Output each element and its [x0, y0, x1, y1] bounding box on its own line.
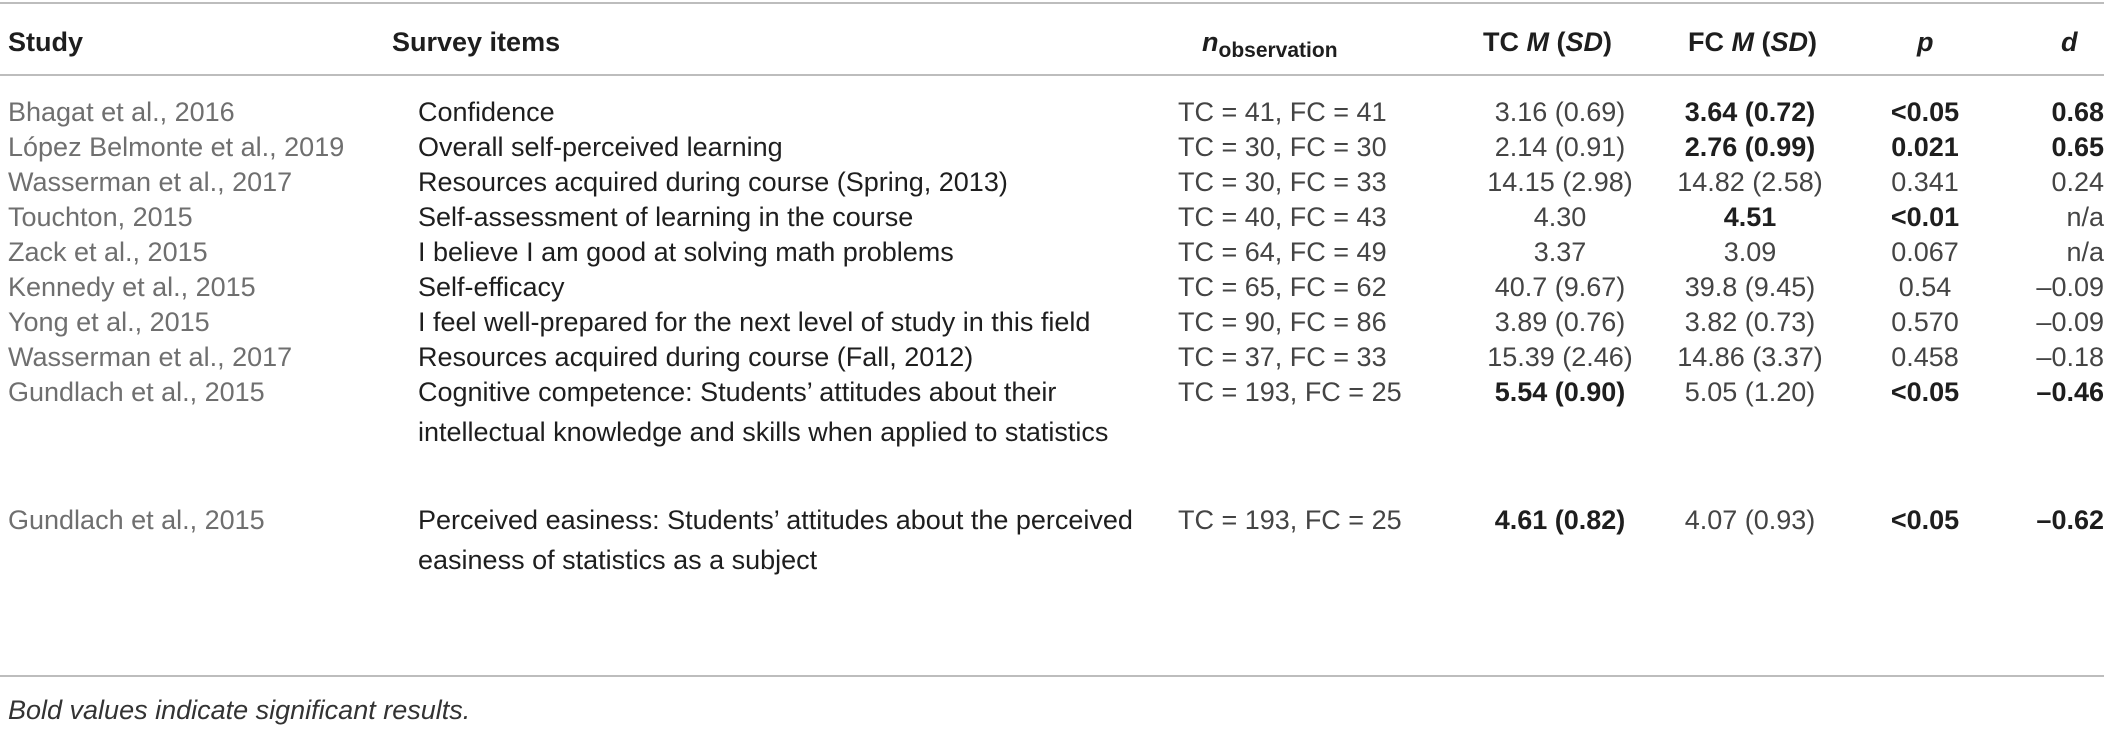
cell-fc: 14.86 (3.37)	[1677, 342, 1823, 372]
cell-tc: 15.39 (2.46)	[1487, 342, 1633, 372]
table-bottom-rule	[0, 675, 2104, 677]
cell-study: Wasserman et al., 2017	[8, 167, 293, 197]
cell-fc: 4.51	[1723, 202, 1777, 232]
table-footnote: Bold values indicate significant results.	[8, 695, 471, 725]
cell-n-observation: TC = 193, FC = 25	[1178, 377, 1402, 407]
cell-study: Yong et al., 2015	[8, 307, 210, 337]
header-survey-items: Survey items	[392, 27, 561, 57]
cell-n-observation: TC = 65, FC = 62	[1178, 272, 1387, 302]
cell-d: –0.09	[2036, 272, 2104, 302]
cell-p: 0.570	[1891, 307, 1959, 337]
header-p: p	[1917, 27, 1934, 57]
cell-d: –0.18	[2036, 342, 2104, 372]
cell-study: Bhagat et al., 2016	[8, 97, 235, 127]
cell-d: n/a	[2066, 237, 2104, 267]
cell-p: 0.021	[1891, 132, 1959, 162]
cell-n-observation: TC = 37, FC = 33	[1178, 342, 1387, 372]
cell-survey-item: Confidence	[418, 97, 555, 127]
cell-fc: 3.64 (0.72)	[1684, 97, 1816, 127]
cell-survey-item: Self-efficacy	[418, 272, 565, 302]
cell-p: 0.341	[1891, 167, 1959, 197]
header-d: d	[2061, 27, 2078, 57]
cell-tc: 3.16 (0.69)	[1494, 97, 1626, 127]
cell-survey-item: Perceived easiness: Students’ attitudes about the perceived easiness of statistics as a subject	[418, 505, 1133, 575]
cell-tc: 14.15 (2.98)	[1487, 167, 1633, 197]
cell-fc: 3.09	[1723, 237, 1777, 267]
cell-tc: 3.37	[1533, 237, 1587, 267]
cell-n-observation: TC = 30, FC = 33	[1178, 167, 1387, 197]
cell-d: –0.46	[2036, 377, 2104, 407]
cell-p: <0.05	[1890, 377, 1960, 407]
cell-survey-item: Overall self-perceived learning	[418, 132, 783, 162]
cell-tc: 4.61 (0.82)	[1494, 505, 1626, 535]
cell-study: Gundlach et al., 2015	[8, 377, 265, 407]
cell-tc: 2.14 (0.91)	[1494, 132, 1626, 162]
cell-survey-item: Self-assessment of learning in the course	[418, 202, 914, 232]
cell-d: n/a	[2066, 202, 2104, 232]
cell-d: –0.62	[2036, 505, 2104, 535]
cell-survey-item: Resources acquired during course (Fall, 2012)	[418, 342, 974, 372]
cell-p: 0.067	[1891, 237, 1959, 267]
header-fc-mean-sd: FC M (SD)	[1688, 27, 1818, 57]
cell-p: <0.01	[1890, 202, 1960, 232]
cell-study: Zack et al., 2015	[8, 237, 208, 267]
cell-n-observation: TC = 90, FC = 86	[1178, 307, 1387, 337]
header-tc-mean-sd: TC M (SD)	[1483, 27, 1613, 57]
header-rule	[0, 74, 2104, 76]
cell-survey-item: I feel well-prepared for the next level of study in this field	[418, 307, 1091, 337]
cell-p: <0.05	[1890, 97, 1960, 127]
cell-study: López Belmonte et al., 2019	[8, 132, 345, 162]
cell-study: Touchton, 2015	[8, 202, 193, 232]
cell-n-observation: TC = 64, FC = 49	[1178, 237, 1387, 267]
cell-n-observation: TC = 40, FC = 43	[1178, 202, 1387, 232]
cell-survey-item: Cognitive competence: Students’ attitudes about their intellectual knowledge and skills when applied to statistics	[418, 377, 1109, 447]
cell-n-observation: TC = 193, FC = 25	[1178, 505, 1402, 535]
header-n-observation: $n_{observation}$	[1202, 27, 1338, 62]
cell-p: 0.54	[1898, 272, 1952, 302]
cell-d: 0.68	[2051, 97, 2104, 127]
cell-study: Gundlach et al., 2015	[8, 505, 265, 535]
cell-p: <0.05	[1890, 505, 1960, 535]
cell-tc: 40.7 (9.67)	[1494, 272, 1626, 302]
cell-study: Wasserman et al., 2017	[8, 342, 293, 372]
cell-fc: 5.05 (1.20)	[1684, 377, 1816, 407]
cell-d: 0.24	[2051, 167, 2104, 197]
cell-fc: 2.76 (0.99)	[1684, 132, 1816, 162]
cell-tc: 5.54 (0.90)	[1494, 377, 1626, 407]
cell-p: 0.458	[1891, 342, 1959, 372]
cell-d: 0.65	[2051, 132, 2104, 162]
cell-n-observation: TC = 30, FC = 30	[1178, 132, 1387, 162]
cell-fc: 14.82 (2.58)	[1677, 167, 1823, 197]
table-top-rule	[0, 2, 2104, 4]
cell-d: –0.09	[2036, 307, 2104, 337]
cell-fc: 4.07 (0.93)	[1684, 505, 1816, 535]
cell-tc: 4.30	[1533, 202, 1587, 232]
header-study: Study	[8, 27, 84, 57]
cell-fc: 3.82 (0.73)	[1684, 307, 1816, 337]
cell-fc: 39.8 (9.45)	[1684, 272, 1816, 302]
cell-survey-item: I believe I am good at solving math problems	[418, 237, 954, 267]
cell-n-observation: TC = 41, FC = 41	[1178, 97, 1387, 127]
cell-study: Kennedy et al., 2015	[8, 272, 256, 302]
cell-survey-item: Resources acquired during course (Spring, 2013)	[418, 167, 1008, 197]
cell-tc: 3.89 (0.76)	[1494, 307, 1626, 337]
